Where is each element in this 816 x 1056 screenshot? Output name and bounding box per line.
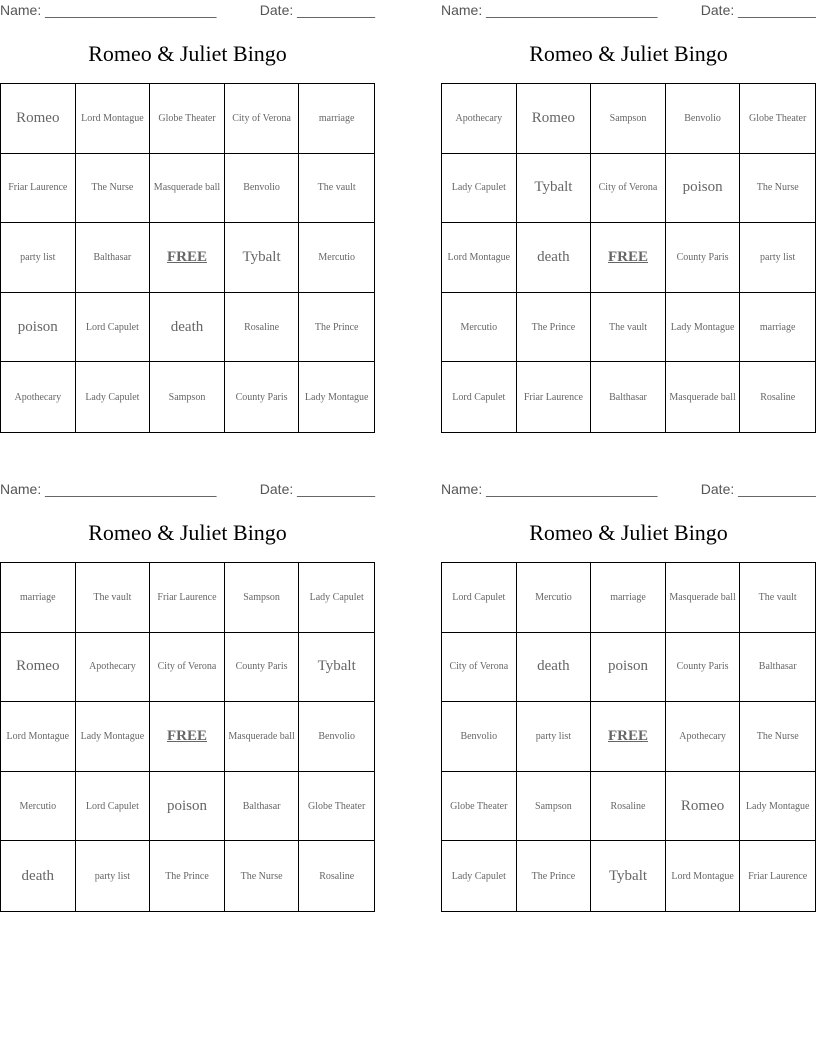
- bingo-cell: Globe Theater: [740, 84, 815, 154]
- bingo-cell: City of Verona: [150, 633, 225, 703]
- name-field: Name: ______________________: [441, 2, 658, 18]
- bingo-cell: County Paris: [666, 633, 741, 703]
- bingo-cell: Lady Montague: [666, 293, 741, 363]
- card-title: Romeo & Juliet Bingo: [529, 520, 728, 545]
- bingo-cell: Lady Capulet: [76, 362, 151, 432]
- bingo-cell: marriage: [299, 84, 374, 154]
- bingo-cell: poison: [1, 293, 76, 363]
- bingo-cell: death: [150, 293, 225, 363]
- bingo-cell: Lord Montague: [76, 84, 151, 154]
- card-title: Romeo & Juliet Bingo: [88, 41, 287, 66]
- bingo-cell: marriage: [591, 563, 666, 633]
- date-field: Date: __________: [700, 2, 816, 18]
- bingo-cell: Lord Capulet: [442, 362, 517, 432]
- bingo-cell: Lord Capulet: [76, 772, 151, 842]
- card-title: Romeo & Juliet Bingo: [529, 41, 728, 66]
- bingo-cell: Apothecary: [666, 702, 741, 772]
- name-date-header: [441, 2, 816, 22]
- bingo-cell: The vault: [299, 154, 374, 224]
- bingo-cell: Masquerade ball: [225, 702, 300, 772]
- bingo-cell: party list: [76, 841, 151, 911]
- bingo-cell: Romeo: [517, 84, 592, 154]
- bingo-cell: Masquerade ball: [666, 362, 741, 432]
- free-space: FREE: [591, 702, 666, 772]
- bingo-cell: The Prince: [150, 841, 225, 911]
- bingo-cell: The Nurse: [225, 841, 300, 911]
- bingo-cell: Apothecary: [442, 84, 517, 154]
- bingo-cell: Globe Theater: [299, 772, 374, 842]
- bingo-cell: marriage: [1, 563, 76, 633]
- bingo-cell: Masquerade ball: [150, 154, 225, 224]
- bingo-cell: Friar Laurence: [150, 563, 225, 633]
- date-field: Date: __________: [700, 481, 816, 497]
- bingo-cell: Romeo: [1, 84, 76, 154]
- bingo-cell: Rosaline: [225, 293, 300, 363]
- bingo-cell: death: [517, 223, 592, 293]
- bingo-cell: Lord Capulet: [442, 563, 517, 633]
- bingo-cell: Balthasar: [591, 362, 666, 432]
- bingo-cell: Benvolio: [225, 154, 300, 224]
- bingo-cell: Balthasar: [76, 223, 151, 293]
- bingo-cell: City of Verona: [442, 633, 517, 703]
- bingo-cell: Balthasar: [740, 633, 815, 703]
- bingo-cell: Apothecary: [76, 633, 151, 703]
- bingo-cell: The Prince: [517, 841, 592, 911]
- name-field: Name: ______________________: [441, 481, 658, 497]
- bingo-cell: Lady Montague: [740, 772, 815, 842]
- bingo-cell: death: [1, 841, 76, 911]
- bingo-cell: Rosaline: [760, 391, 796, 403]
- bingo-cell: Masquerade ball: [666, 563, 741, 633]
- bingo-cell: County Paris: [666, 223, 741, 293]
- bingo-cell: Tybalt: [225, 223, 300, 293]
- date-field: Date: __________: [259, 2, 375, 18]
- bingo-cell: party list: [1, 223, 76, 293]
- bingo-cell: Mercutio: [299, 223, 374, 293]
- bingo-grid: [441, 562, 816, 912]
- bingo-cell: The Prince: [517, 293, 592, 363]
- bingo-cell: death: [517, 633, 592, 703]
- bingo-grid: [0, 83, 375, 433]
- bingo-cell: Mercutio: [442, 293, 517, 363]
- bingo-cell: Tybalt: [299, 633, 374, 703]
- bingo-cell: Benvolio: [299, 702, 374, 772]
- bingo-cell: Rosaline: [319, 870, 355, 882]
- bingo-cell: Lord Montague: [1, 702, 76, 772]
- bingo-cell: Tybalt: [591, 841, 666, 911]
- bingo-cell: County Paris: [225, 362, 300, 432]
- bingo-cell: Mercutio: [1, 772, 76, 842]
- bingo-cell: party list: [517, 702, 592, 772]
- name-field: Name: ______________________: [0, 481, 217, 497]
- bingo-grid: [0, 562, 375, 912]
- bingo-cell: Friar Laurence: [1, 154, 76, 224]
- free-space: FREE: [150, 223, 225, 293]
- bingo-cell: poison: [591, 633, 666, 703]
- bingo-cell: Sampson: [591, 84, 666, 154]
- bingo-cell: Lady Capulet: [299, 563, 374, 633]
- bingo-cell: Lord Montague: [666, 841, 741, 911]
- name-date-header: [0, 2, 375, 22]
- bingo-cell: Friar Laurence: [748, 870, 808, 882]
- bingo-cell: Friar Laurence: [517, 362, 592, 432]
- bingo-cell: Globe Theater: [150, 84, 225, 154]
- bingo-cell: Sampson: [225, 563, 300, 633]
- bingo-cell: Lady Capulet: [442, 841, 517, 911]
- bingo-cell: The vault: [76, 563, 151, 633]
- bingo-cell: Lord Montague: [442, 223, 517, 293]
- bingo-cell: Romeo: [666, 772, 741, 842]
- bingo-cell: Romeo: [1, 633, 76, 703]
- bingo-cell: Apothecary: [1, 362, 76, 432]
- bingo-cell: City of Verona: [225, 84, 300, 154]
- bingo-cell: Mercutio: [517, 563, 592, 633]
- bingo-cell: party list: [740, 223, 815, 293]
- free-space: FREE: [150, 702, 225, 772]
- bingo-cell: The Prince: [299, 293, 374, 363]
- name-date-header: [441, 481, 816, 501]
- name-field: Name: ______________________: [0, 2, 217, 18]
- bingo-cell: Lady Montague: [76, 702, 151, 772]
- bingo-cell: County Paris: [225, 633, 300, 703]
- date-field: Date: __________: [259, 481, 375, 497]
- bingo-cell: The Nurse: [76, 154, 151, 224]
- bingo-cell: Lady Capulet: [442, 154, 517, 224]
- bingo-cell: The vault: [591, 293, 666, 363]
- bingo-cell: Globe Theater: [442, 772, 517, 842]
- bingo-cell: Sampson: [150, 362, 225, 432]
- free-space: FREE: [591, 223, 666, 293]
- bingo-cell: Benvolio: [666, 84, 741, 154]
- bingo-cell: Lord Capulet: [76, 293, 151, 363]
- bingo-cell: poison: [150, 772, 225, 842]
- bingo-cell: Balthasar: [225, 772, 300, 842]
- bingo-grid: [441, 83, 816, 433]
- bingo-cell: Sampson: [517, 772, 592, 842]
- bingo-cell: Benvolio: [442, 702, 517, 772]
- card-title: Romeo & Juliet Bingo: [88, 520, 287, 545]
- bingo-cell: Lady Montague: [304, 391, 369, 403]
- bingo-cell: poison: [666, 154, 741, 224]
- bingo-cell: marriage: [740, 293, 815, 363]
- bingo-cell: The Nurse: [740, 702, 815, 772]
- bingo-cell: City of Verona: [591, 154, 666, 224]
- bingo-cell: Tybalt: [517, 154, 592, 224]
- bingo-cell: The vault: [740, 563, 815, 633]
- bingo-cell: Rosaline: [591, 772, 666, 842]
- bingo-cell: The Nurse: [740, 154, 815, 224]
- name-date-header: [0, 481, 375, 501]
